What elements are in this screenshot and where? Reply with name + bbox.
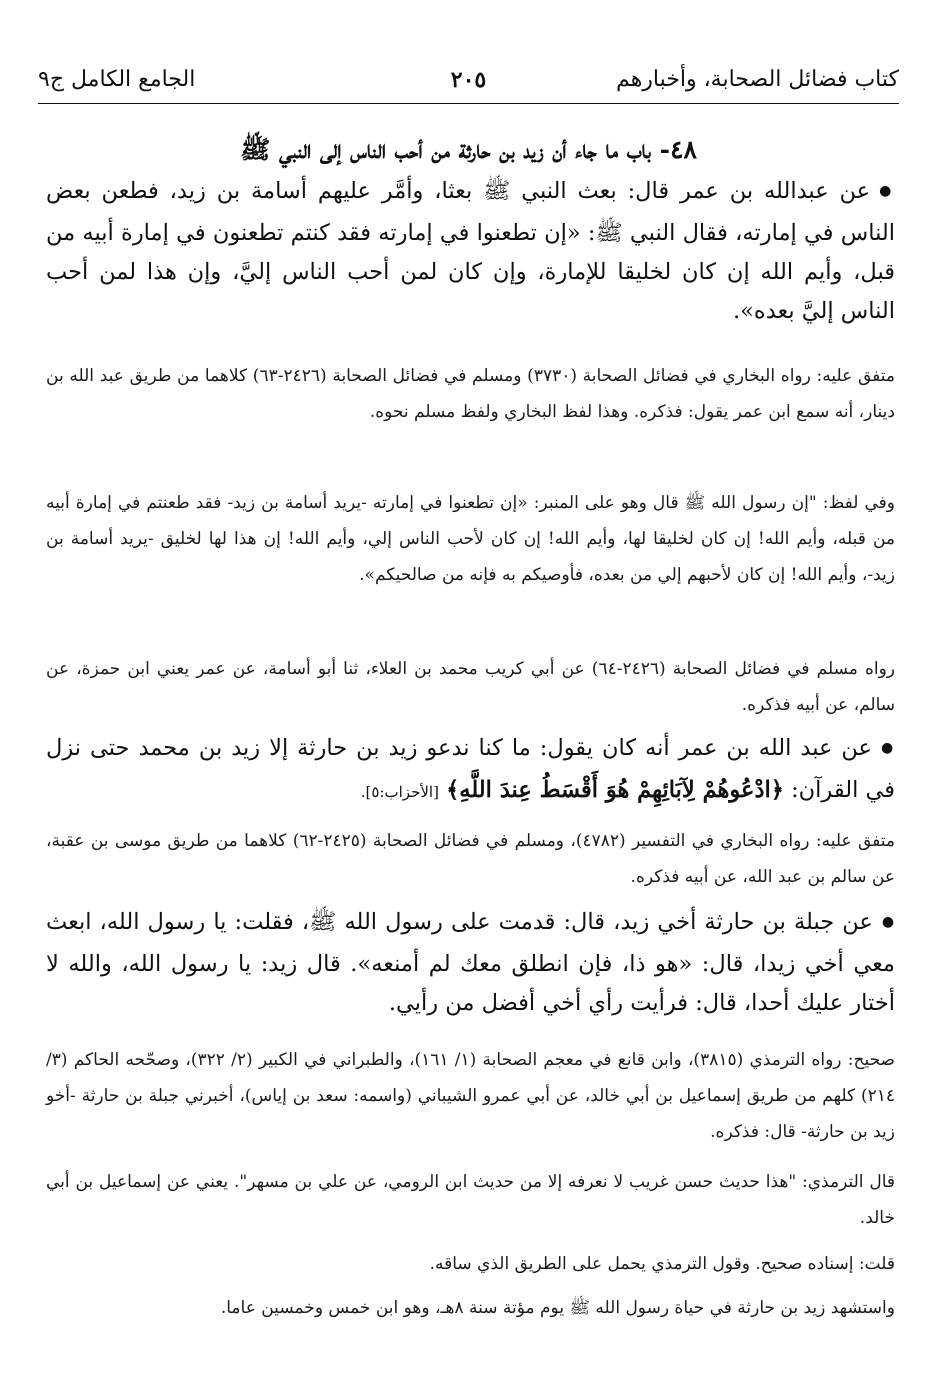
closing-note: [46, 1290, 895, 1326]
verse-reference: [الأحزاب:٥].: [360, 783, 439, 801]
hadith-text: عن جبلة بن حارثة أخي زيد، قال: قدمت على رسول الله ﷺ، فقلت: يا رسول الله، ابعث معي أخي زيدا، قال: «هو ذا، فإن انطلق معك لم أمنعه». قال زيد: يا رسول الله، والله لا أختار عليك أحدا، قال: فرأيت رأي أخي أفضل من رأيي.: [46, 909, 895, 1016]
note-text: واستشهد زيد بن حارثة في حياة رسول الله ﷺ يوم مؤتة سنة ٨هـ، وهو ابن خمس وخمسين عاما.: [220, 1298, 895, 1318]
hadith-text: عن عبدالله بن عمر قال: بعث النبي ﷺ بعثا، وأمَّر عليهم أسامة بن زيد، فطعن بعض الناس في إمارته، فقال النبي ﷺ: «إن تطعنوا في إمارته فقد كنتم تطعنون في إمارة أبيه من قبل، وأيم الله إن كان لخليقا للإمارة، وإن كان لمن أحب الناس إليَّ، وإن هذا لمن أحب الناس إليَّ بعده».: [46, 178, 895, 324]
note-text: وفي لفظ: "إن رسول الله ﷺ قال وهو على المنبر: «إن تطعنوا في إمارته -يريد أسامة بن زيد- فقد طعنتم في إمارة أبيه من قبله، وأيم الله! إن كان لخليقا لها، وأيم الله! إن كان لأحب الناس إلي، وأيم الله! إن هذا لها لخليق -يريد أسامة بن زيد-، وأيم الله! إن كان لأحبهم إلي من بعده، فأوصيكم به فإنه من صالحيكم».: [46, 493, 895, 585]
note-text: قال الترمذي: "هذا حديث حسن غريب لا نعرفه إلا من حديث ابن الرومي، عن علي بن مسهر". يعني عن إسماعيل بن أبي خالد.: [46, 1172, 895, 1228]
tirmidhi-remark: [46, 1164, 895, 1236]
running-header: [38, 60, 899, 100]
book-volume-title: الجامع الكامل ج٩: [38, 67, 196, 92]
note-text: متفق عليه: رواه البخاري في التفسير (٤٧٨٢)، ومسلم في فضائل الصحابة (٢٤٢٥-٦٢) كلاهما من طريق موسى بن عقبة، عن سالم بن عبد الله، عن أبيه فذكره.: [46, 831, 895, 887]
hadith-paragraph: [46, 903, 895, 1023]
note-text: متفق عليه: رواه البخاري في فضائل الصحابة (٣٧٣٠) ومسلم في فضائل الصحابة (٢٤٢٦-٦٣) كلاهما من طريق عبد الله بن دينار، أنه سمع ابن عمر يقول: فذكره. وهذا لفظ البخاري ولفظ مسلم نحوه.: [46, 366, 896, 422]
hadith-paragraph: [46, 729, 895, 812]
takhrij-note: [46, 651, 895, 723]
note-text: رواه مسلم في فضائل الصحابة (٢٤٢٦-٦٤) عن أبي كريب محمد بن العلاء، ثنا أبو أسامة، عن عمر يعني ابن حمزة، عن سالم، عن أبيه فذكره.: [46, 659, 895, 715]
author-remark: [46, 1246, 895, 1282]
variant-wording-note: [46, 485, 895, 593]
note-text: صحيح: رواه الترمذي (٣٨١٥)، وابن قانع في معجم الصحابة (١/ ١٦١)، والطبراني في الكبير (٢/ ٣٢٢)، وصحّحه الحاكم (٣/ ٢١٤) كلهم من طريق إسماعيل بن أبي خالد، عن أبي عمرو الشيباني (واسمه: سعد بن إياس)، أخبرني جبلة بن حارثة -أخو زيد بن حارثة- قال: فذكره.: [46, 1050, 895, 1142]
page-number: ٢٠٥: [450, 67, 487, 93]
note-text: قلت: إسناده صحيح. وقول الترمذي يحمل على الطريق الذي ساقه.: [429, 1254, 895, 1274]
book-section-title: كتاب فضائل الصحابة، وأخبارهم: [616, 67, 899, 92]
takhrij-note: [46, 823, 895, 895]
takhrij-note: [46, 1042, 895, 1150]
chapter-heading: ٤٨- باب ما جاء أن زيد بن حارثة من أحب الناس إلى النبي ﷺ: [240, 135, 697, 164]
hadith-paragraph: [46, 172, 895, 331]
header-divider: [38, 103, 899, 104]
hadith-text: عن عبد الله بن عمر أنه كان يقول: ما كنا ندعو زيد بن حارثة إلا زيد بن محمد حتى نزل في القرآن:: [46, 735, 895, 803]
quran-verse: ﴿ادْعُوهُمْ لِآبَائِهِمْ هُوَ أَقْسَطُ عِندَ اللَّهِ﴾: [446, 777, 784, 803]
takhrij-note: [46, 358, 895, 430]
